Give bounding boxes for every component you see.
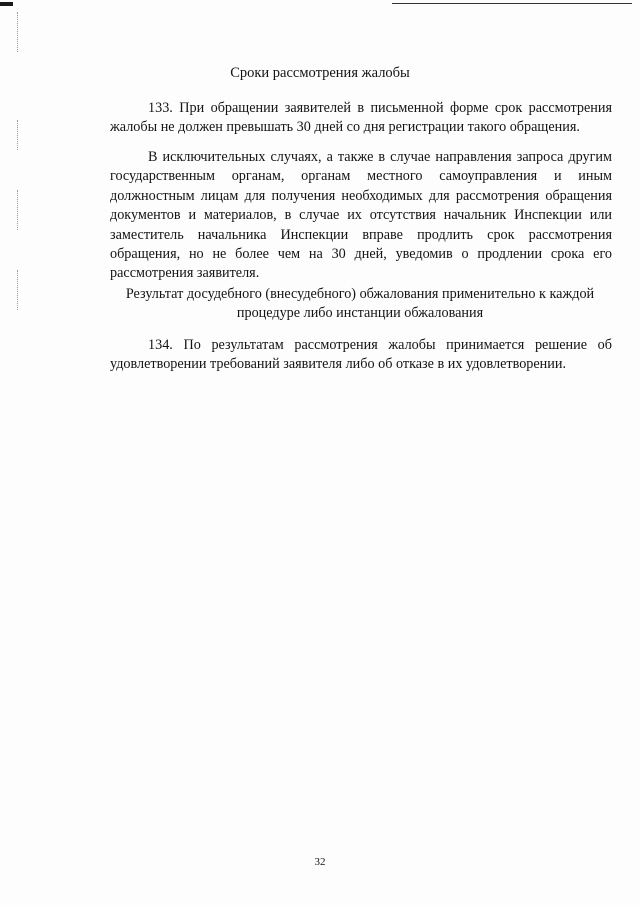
paragraph-133: 133. При обращении заявителей в письменной форме срок рассмотрения жалобы не должен превышать 30 дней со дня регистрации такого обращения. bbox=[110, 100, 612, 136]
paragraph-extension: В исключительных случаях, а также в случае направления запроса другим государственным органам, органам местного самоуправления и иным должностным лицам для получения необходимых для рассмотрения обращения документов и материалов, в случае их отсутствия начальник Инспекции или заместитель начальника Инспекции вправе продлить срок рассмотрения обращения, но не более чем на 30 дней, уведомив о продлении срока его рассмотрения заявителя. bbox=[110, 149, 612, 282]
margin-dots bbox=[17, 270, 19, 310]
margin-dots bbox=[17, 12, 19, 52]
margin-dots bbox=[17, 120, 19, 150]
top-rule bbox=[392, 3, 632, 4]
paragraph-134: 134. По результатам рассмотрения жалобы принимается решение об удовлетворении требований заявителя либо об отказе в их удовлетворении. bbox=[110, 337, 612, 373]
scan-mark bbox=[0, 2, 13, 6]
page-number: 32 bbox=[314, 856, 326, 868]
section-title: Сроки рассмотрения жалобы bbox=[230, 65, 410, 81]
subsection-title: Результат досудебного (внесудебного) обжалования применительно к каждой процедуре либо инстанции обжалования bbox=[125, 286, 595, 322]
margin-dots bbox=[17, 190, 19, 230]
